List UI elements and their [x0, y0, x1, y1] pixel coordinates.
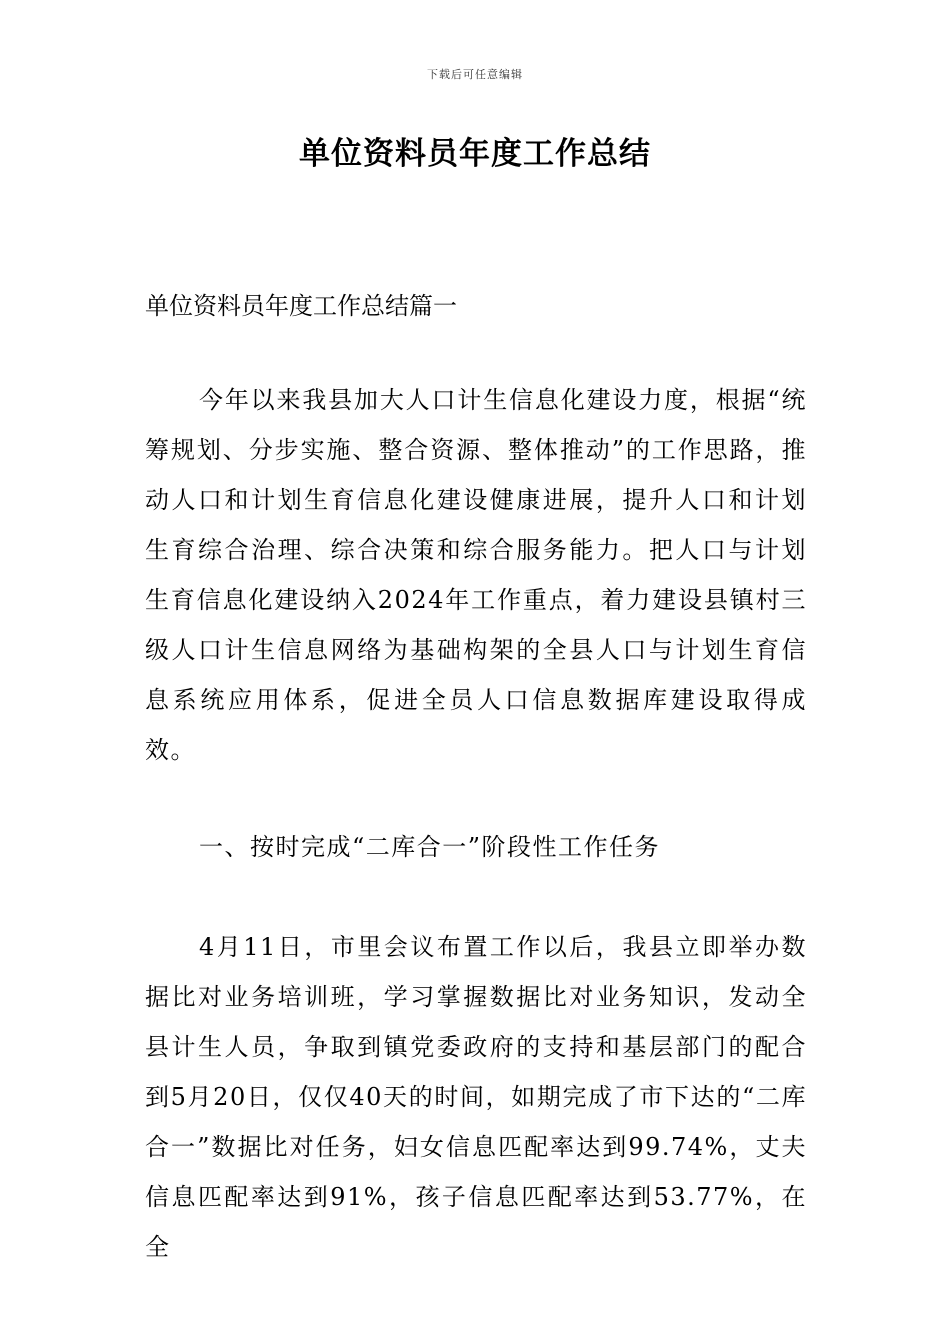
- document-title: 单位资料员年度工作总结: [299, 136, 651, 172]
- intro-paragraph: 今年以来我县加大人口计生信息化建设力度，根据“统筹规划、分步实施、整合资源、整体推动”的工作思路，推动人口和计划生育信息化建设健康进展，提升人口和计划生育综合治理、综合决策和综合服务能力。把人口与计划生育信息化建设纳入2024年工作重点，着力建设县镇村三级人口计生信息网络为基础构架的全县人口与计划生育信息系统应用体系，促进全员人口信息数据库建设取得成效。: [145, 386, 807, 764]
- section-subtitle: 单位资料员年度工作总结篇一: [145, 292, 457, 320]
- header-note: 下载后可任意编辑: [427, 68, 523, 81]
- section-heading: 一、按时完成“二库合一”阶段性工作任务: [199, 833, 661, 861]
- section-paragraph: 4月11日，市里会议布置工作以后，我县立即举办数据比对业务培训班，学习掌握数据比对业务知识，发动全县计生人员，争取到镇党委政府的支持和基层部门的配合到5月20日，仅仅40天的时间，如期完成了市下达的“二库合一”数据比对任务，妇女信息匹配率达到99.74%，丈夫信息匹配率达到91%，孩子信息匹配率达到53.77%，在全: [145, 933, 807, 1261]
